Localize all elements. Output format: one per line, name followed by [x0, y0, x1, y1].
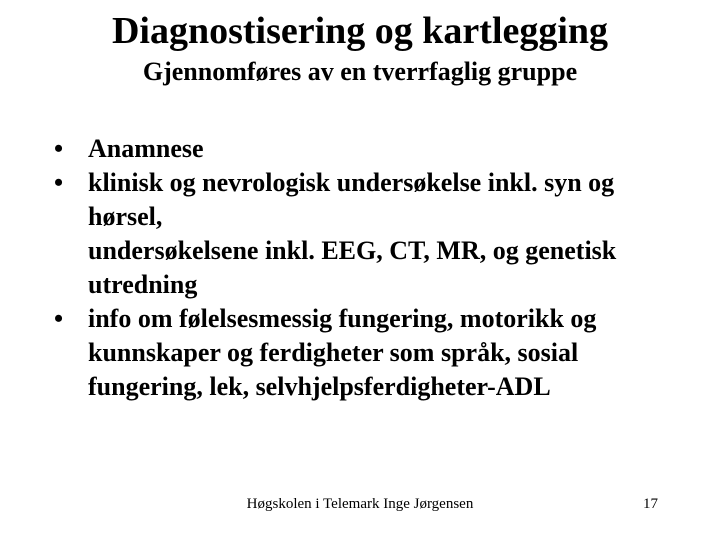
bullet-item [54, 132, 694, 166]
footer-text: Høgskolen i Telemark Inge Jørgensen [246, 496, 474, 512]
page-number: 17 [643, 496, 658, 512]
bullet-line: info om følelsesmessig fungering, motorikk og [88, 304, 597, 333]
bullet-item [54, 166, 694, 302]
bullet-line: fungering, lek, selvhjelpsferdigheter-ADL [88, 372, 551, 401]
bullet-line: kunnskaper og ferdigheter som språk, sosial [88, 338, 579, 367]
bullet-marker: • [54, 168, 64, 197]
bullet-line: klinisk og nevrologisk undersøkelse inkl. syn og [88, 168, 615, 197]
bullet-line: undersøkelsene inkl. EEG, CT, MR, og genetisk [88, 236, 617, 265]
slide-subtitle: Gjennomføres av en tverrfaglig gruppe [142, 57, 578, 86]
bullet-list [54, 132, 694, 404]
bullet-line: utredning [88, 270, 198, 299]
bullet-marker: • [54, 134, 64, 163]
bullet-line: hørsel, [88, 202, 163, 231]
bullet-item [54, 302, 694, 404]
slide-title: Diagnostisering og kartlegging [111, 10, 609, 52]
bullet-line: Anamnese [88, 134, 204, 163]
bullet-marker: • [54, 304, 64, 333]
